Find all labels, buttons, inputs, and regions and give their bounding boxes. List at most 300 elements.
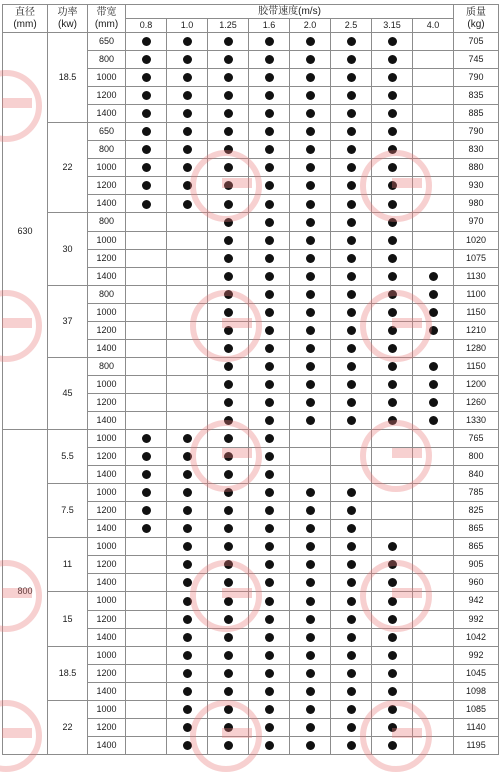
belt-width-cell: 650 <box>88 123 126 141</box>
speed-availability-cell <box>413 538 454 556</box>
speed-availability-cell <box>331 700 372 718</box>
speed-col-header: 1.6 <box>249 19 290 33</box>
available-dot-icon <box>306 560 315 569</box>
diameter-header <box>3 5 48 33</box>
available-dot-icon <box>347 236 356 245</box>
speed-availability-cell <box>372 484 413 502</box>
available-dot-icon <box>265 200 274 209</box>
speed-availability-cell <box>249 249 290 267</box>
available-dot-icon <box>306 398 315 407</box>
speed-availability-cell <box>413 177 454 195</box>
speed-availability-cell <box>331 321 372 339</box>
speed-availability-cell <box>126 87 167 105</box>
mass-cell: 1075 <box>454 249 499 267</box>
diameter-cell: 800 <box>3 430 48 755</box>
speed-availability-cell <box>249 177 290 195</box>
power-cell: 18.5 <box>48 646 88 700</box>
available-dot-icon <box>183 597 192 606</box>
belt-width-cell: 1000 <box>88 231 126 249</box>
speed-availability-cell <box>126 231 167 249</box>
speed-availability-cell <box>413 339 454 357</box>
speed-availability-cell <box>167 646 208 664</box>
mass-cell: 1130 <box>454 267 499 285</box>
available-dot-icon <box>265 308 274 317</box>
speed-availability-cell <box>413 646 454 664</box>
mass-cell: 960 <box>454 574 499 592</box>
speed-availability-cell <box>208 646 249 664</box>
speed-availability-cell <box>413 69 454 87</box>
available-dot-icon <box>265 326 274 335</box>
available-dot-icon <box>347 542 356 551</box>
available-dot-icon <box>388 669 397 678</box>
available-dot-icon <box>265 416 274 425</box>
speed-availability-cell <box>290 51 331 69</box>
speed-availability-cell <box>331 267 372 285</box>
speed-availability-cell <box>126 430 167 448</box>
available-dot-icon <box>347 416 356 425</box>
available-dot-icon <box>224 506 233 515</box>
available-dot-icon <box>306 163 315 172</box>
speed-availability-cell <box>372 69 413 87</box>
available-dot-icon <box>183 200 192 209</box>
speed-availability-cell <box>290 682 331 700</box>
table-row <box>3 123 499 141</box>
speed-availability-cell <box>290 357 331 375</box>
available-dot-icon <box>388 741 397 750</box>
available-dot-icon <box>347 488 356 497</box>
available-dot-icon <box>183 55 192 64</box>
available-dot-icon <box>224 597 233 606</box>
belt-width-cell: 800 <box>88 357 126 375</box>
speed-availability-cell <box>249 430 290 448</box>
available-dot-icon <box>183 488 192 497</box>
speed-availability-cell <box>208 303 249 321</box>
available-dot-icon <box>306 236 315 245</box>
speed-availability-cell <box>167 538 208 556</box>
speed-availability-cell <box>126 339 167 357</box>
available-dot-icon <box>306 290 315 299</box>
available-dot-icon <box>306 109 315 118</box>
speed-availability-cell <box>413 159 454 177</box>
available-dot-icon <box>224 91 233 100</box>
available-dot-icon <box>224 560 233 569</box>
speed-availability-cell <box>167 321 208 339</box>
available-dot-icon <box>183 109 192 118</box>
available-dot-icon <box>142 163 151 172</box>
mass-cell: 1020 <box>454 231 499 249</box>
speed-availability-cell <box>249 105 290 123</box>
speed-availability-cell <box>413 51 454 69</box>
belt-width-cell: 800 <box>88 213 126 231</box>
available-dot-icon <box>347 127 356 136</box>
spec-table-body <box>3 33 499 755</box>
mass-cell: 1150 <box>454 303 499 321</box>
belt-width-cell: 1200 <box>88 87 126 105</box>
belt-width-cell: 1000 <box>88 592 126 610</box>
speed-availability-cell <box>167 520 208 538</box>
speed-availability-cell <box>331 393 372 411</box>
speed-availability-cell <box>167 357 208 375</box>
speed-availability-cell <box>249 303 290 321</box>
speed-availability-cell <box>372 430 413 448</box>
speed-col-header: 2.0 <box>290 19 331 33</box>
speed-availability-cell <box>331 448 372 466</box>
speed-availability-cell <box>413 267 454 285</box>
available-dot-icon <box>224 326 233 335</box>
available-dot-icon <box>265 669 274 678</box>
speed-availability-cell <box>249 448 290 466</box>
speed-availability-cell <box>331 574 372 592</box>
diameter-header-unit: (mm) <box>13 18 37 30</box>
speed-availability-cell <box>331 538 372 556</box>
speed-availability-cell <box>249 339 290 357</box>
speed-availability-cell <box>331 610 372 628</box>
available-dot-icon <box>265 723 274 732</box>
speed-availability-cell <box>331 33 372 51</box>
speed-availability-cell <box>167 159 208 177</box>
belt-width-header-unit: (mm) <box>94 18 119 30</box>
speed-availability-cell <box>290 411 331 429</box>
speed-col-header: 3.15 <box>372 19 413 33</box>
speed-availability-cell <box>167 466 208 484</box>
speed-availability-cell <box>372 466 413 484</box>
power-header-unit: (kw) <box>58 18 77 30</box>
available-dot-icon <box>142 145 151 154</box>
belt-width-cell: 1400 <box>88 736 126 754</box>
available-dot-icon <box>388 705 397 714</box>
speed-availability-cell <box>290 628 331 646</box>
available-dot-icon <box>429 326 438 335</box>
belt-width-cell: 1400 <box>88 105 126 123</box>
speed-availability-cell <box>208 33 249 51</box>
speed-availability-cell <box>208 231 249 249</box>
available-dot-icon <box>388 723 397 732</box>
speed-availability-cell <box>167 610 208 628</box>
speed-availability-cell <box>331 646 372 664</box>
available-dot-icon <box>347 741 356 750</box>
speed-availability-cell <box>249 556 290 574</box>
available-dot-icon <box>224 109 233 118</box>
mass-cell: 992 <box>454 646 499 664</box>
belt-width-cell: 1000 <box>88 646 126 664</box>
speed-availability-cell <box>290 339 331 357</box>
speed-availability-cell <box>249 321 290 339</box>
speed-availability-cell <box>372 610 413 628</box>
speed-availability-cell <box>167 718 208 736</box>
speed-availability-cell <box>331 51 372 69</box>
speed-availability-cell <box>167 231 208 249</box>
speed-availability-cell <box>331 123 372 141</box>
available-dot-icon <box>429 416 438 425</box>
speed-col-header: 2.5 <box>331 19 372 33</box>
speed-availability-cell <box>249 213 290 231</box>
available-dot-icon <box>224 163 233 172</box>
speed-availability-cell <box>290 700 331 718</box>
available-dot-icon <box>224 380 233 389</box>
available-dot-icon <box>388 597 397 606</box>
speed-availability-cell <box>372 700 413 718</box>
table-row <box>3 357 499 375</box>
speed-availability-cell <box>208 141 249 159</box>
speed-availability-cell <box>331 556 372 574</box>
speed-availability-cell <box>290 520 331 538</box>
available-dot-icon <box>183 524 192 533</box>
speed-availability-cell <box>126 177 167 195</box>
speed-availability-cell <box>290 285 331 303</box>
speed-availability-cell <box>290 448 331 466</box>
available-dot-icon <box>142 181 151 190</box>
speed-availability-cell <box>290 556 331 574</box>
speed-availability-cell <box>208 628 249 646</box>
available-dot-icon <box>347 615 356 624</box>
speed-availability-cell <box>372 538 413 556</box>
speed-availability-cell <box>290 231 331 249</box>
speed-availability-cell <box>249 69 290 87</box>
speed-availability-cell <box>372 195 413 213</box>
available-dot-icon <box>306 91 315 100</box>
speed-availability-cell <box>413 285 454 303</box>
available-dot-icon <box>265 741 274 750</box>
belt-width-header-label: 带宽 <box>96 6 117 18</box>
speed-availability-cell <box>331 69 372 87</box>
speed-availability-cell <box>126 69 167 87</box>
available-dot-icon <box>265 181 274 190</box>
available-dot-icon <box>347 633 356 642</box>
available-dot-icon <box>306 633 315 642</box>
mass-cell: 1098 <box>454 682 499 700</box>
speed-availability-cell <box>126 718 167 736</box>
speed-availability-cell <box>208 448 249 466</box>
available-dot-icon <box>306 181 315 190</box>
available-dot-icon <box>347 272 356 281</box>
available-dot-icon <box>224 615 233 624</box>
speed-availability-cell <box>167 700 208 718</box>
available-dot-icon <box>265 37 274 46</box>
speed-availability-cell <box>126 249 167 267</box>
speed-availability-cell <box>208 574 249 592</box>
belt-width-cell: 1000 <box>88 375 126 393</box>
available-dot-icon <box>265 344 274 353</box>
speed-availability-cell <box>126 610 167 628</box>
speed-availability-cell <box>208 700 249 718</box>
table-row <box>3 430 499 448</box>
available-dot-icon <box>388 687 397 696</box>
speed-col-header: 4.0 <box>413 19 454 33</box>
speed-availability-cell <box>249 736 290 754</box>
available-dot-icon <box>306 127 315 136</box>
speed-availability-cell <box>290 610 331 628</box>
speed-availability-cell <box>290 736 331 754</box>
mass-cell: 905 <box>454 556 499 574</box>
available-dot-icon <box>347 687 356 696</box>
diameter-header-label: 直径 <box>15 6 35 18</box>
mass-cell: 765 <box>454 430 499 448</box>
available-dot-icon <box>183 615 192 624</box>
speed-col-header: 1.25 <box>208 19 249 33</box>
available-dot-icon <box>142 200 151 209</box>
available-dot-icon <box>142 55 151 64</box>
power-cell: 18.5 <box>48 33 88 123</box>
speed-availability-cell <box>126 123 167 141</box>
speed-availability-cell <box>331 141 372 159</box>
available-dot-icon <box>183 705 192 714</box>
available-dot-icon <box>224 741 233 750</box>
speed-availability-cell <box>372 357 413 375</box>
available-dot-icon <box>265 380 274 389</box>
power-cell: 22 <box>48 123 88 213</box>
belt-width-cell: 1200 <box>88 610 126 628</box>
belt-width-cell: 800 <box>88 141 126 159</box>
belt-width-header <box>88 5 126 33</box>
belt-width-cell: 1400 <box>88 682 126 700</box>
speed-availability-cell <box>413 556 454 574</box>
speed-availability-cell <box>208 484 249 502</box>
power-cell: 30 <box>48 213 88 285</box>
speed-availability-cell <box>413 87 454 105</box>
available-dot-icon <box>142 452 151 461</box>
available-dot-icon <box>306 597 315 606</box>
available-dot-icon <box>347 37 356 46</box>
power-cell: 22 <box>48 700 88 754</box>
mass-cell: 1045 <box>454 664 499 682</box>
table-row <box>3 484 499 502</box>
speed-availability-cell <box>249 718 290 736</box>
available-dot-icon <box>183 37 192 46</box>
speed-availability-cell <box>372 249 413 267</box>
speed-availability-cell <box>290 393 331 411</box>
speed-availability-cell <box>167 123 208 141</box>
available-dot-icon <box>388 290 397 299</box>
speed-availability-cell <box>167 484 208 502</box>
speed-availability-cell <box>208 718 249 736</box>
speed-availability-cell <box>331 484 372 502</box>
speed-availability-cell <box>413 123 454 141</box>
speed-availability-cell <box>413 610 454 628</box>
speed-availability-cell <box>167 303 208 321</box>
available-dot-icon <box>306 344 315 353</box>
available-dot-icon <box>429 290 438 299</box>
available-dot-icon <box>265 127 274 136</box>
power-cell: 7.5 <box>48 484 88 538</box>
speed-availability-cell <box>290 466 331 484</box>
speed-availability-cell <box>249 159 290 177</box>
speed-availability-cell <box>331 664 372 682</box>
speed-availability-cell <box>372 339 413 357</box>
power-cell: 45 <box>48 357 88 429</box>
speed-availability-cell <box>331 466 372 484</box>
speed-availability-cell <box>331 195 372 213</box>
speed-availability-cell <box>290 159 331 177</box>
available-dot-icon <box>142 127 151 136</box>
speed-availability-cell <box>249 466 290 484</box>
speed-availability-cell <box>413 249 454 267</box>
available-dot-icon <box>388 200 397 209</box>
available-dot-icon <box>224 272 233 281</box>
available-dot-icon <box>388 308 397 317</box>
speed-availability-cell <box>331 303 372 321</box>
speed-availability-cell <box>208 411 249 429</box>
speed-availability-cell <box>167 411 208 429</box>
speed-availability-cell <box>331 159 372 177</box>
speed-availability-cell <box>167 339 208 357</box>
available-dot-icon <box>306 524 315 533</box>
mass-cell: 745 <box>454 51 499 69</box>
available-dot-icon <box>265 705 274 714</box>
available-dot-icon <box>429 362 438 371</box>
mass-cell: 1195 <box>454 736 499 754</box>
available-dot-icon <box>347 109 356 118</box>
speed-availability-cell <box>126 321 167 339</box>
speed-availability-cell <box>290 213 331 231</box>
available-dot-icon <box>388 254 397 263</box>
speed-availability-cell <box>126 448 167 466</box>
speed-availability-cell <box>413 195 454 213</box>
mass-cell: 790 <box>454 123 499 141</box>
available-dot-icon <box>183 452 192 461</box>
available-dot-icon <box>429 272 438 281</box>
available-dot-icon <box>265 597 274 606</box>
speed-availability-cell <box>208 538 249 556</box>
mass-cell: 840 <box>454 466 499 484</box>
available-dot-icon <box>347 326 356 335</box>
available-dot-icon <box>306 73 315 82</box>
speed-availability-cell <box>167 177 208 195</box>
speed-availability-cell <box>167 502 208 520</box>
speed-availability-cell <box>413 574 454 592</box>
speed-availability-cell <box>290 123 331 141</box>
available-dot-icon <box>388 145 397 154</box>
power-header-label: 功率 <box>57 6 78 18</box>
speed-availability-cell <box>290 718 331 736</box>
speed-availability-cell <box>249 285 290 303</box>
speed-availability-cell <box>126 646 167 664</box>
speed-header: 胶带速度(m/s) <box>126 5 454 19</box>
speed-availability-cell <box>372 87 413 105</box>
speed-availability-cell <box>126 33 167 51</box>
speed-availability-cell <box>372 574 413 592</box>
speed-availability-cell <box>413 520 454 538</box>
available-dot-icon <box>224 254 233 263</box>
speed-availability-cell <box>126 556 167 574</box>
available-dot-icon <box>265 398 274 407</box>
available-dot-icon <box>306 272 315 281</box>
available-dot-icon <box>183 669 192 678</box>
available-dot-icon <box>265 55 274 64</box>
available-dot-icon <box>224 669 233 678</box>
available-dot-icon <box>347 669 356 678</box>
power-cell: 5.5 <box>48 430 88 484</box>
available-dot-icon <box>265 362 274 371</box>
available-dot-icon <box>347 398 356 407</box>
available-dot-icon <box>265 542 274 551</box>
speed-availability-cell <box>126 700 167 718</box>
speed-availability-cell <box>413 33 454 51</box>
available-dot-icon <box>183 542 192 551</box>
speed-availability-cell <box>167 448 208 466</box>
speed-availability-cell <box>372 448 413 466</box>
available-dot-icon <box>265 218 274 227</box>
speed-availability-cell <box>126 628 167 646</box>
speed-availability-cell <box>372 393 413 411</box>
speed-availability-cell <box>249 628 290 646</box>
available-dot-icon <box>306 723 315 732</box>
available-dot-icon <box>388 633 397 642</box>
available-dot-icon <box>306 55 315 64</box>
mass-cell: 1140 <box>454 718 499 736</box>
speed-availability-cell <box>208 87 249 105</box>
speed-availability-cell <box>290 87 331 105</box>
available-dot-icon <box>306 145 315 154</box>
